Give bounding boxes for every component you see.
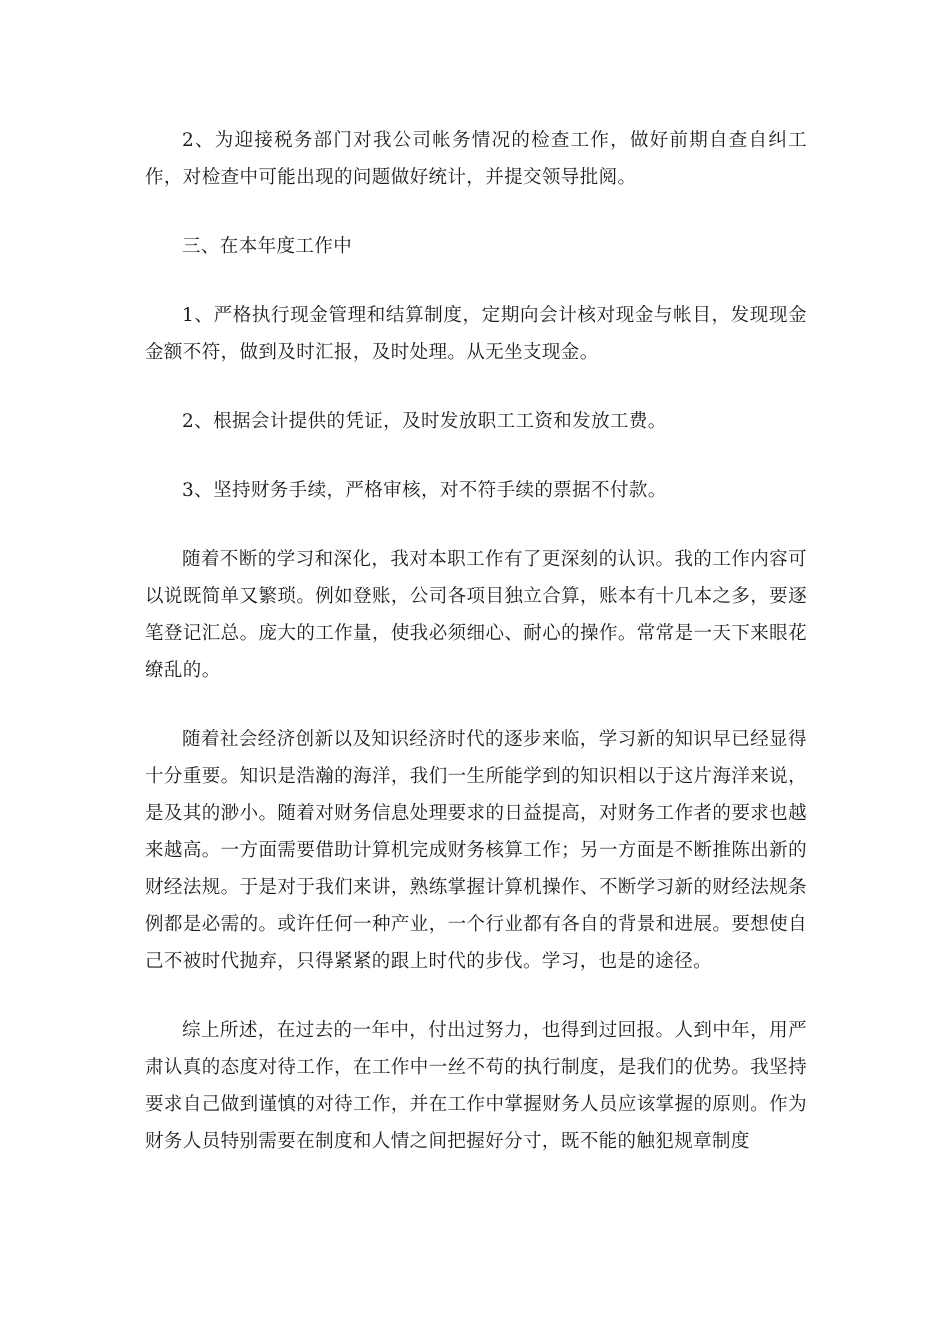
paragraph-tax-inspection: 2、为迎接税务部门对我公司帐务情况的检查工作，做好前期自查自纠工作，对检查中可能出现的问题做好统计，并提交领导批阅。 [145, 130, 807, 188]
paragraph-payroll: 2、根据会计提供的凭证，及时发放职工工资和发放工费。 [182, 411, 667, 432]
section-heading-this-year: 三、在本年度工作中 [182, 236, 353, 257]
paragraph-learning: 随着社会经济创新以及知识经济时代的逐步来临，学习新的知识早已经显得十分重要。知识是浩瀚的海洋，我们一生所能学到的知识相以于这片海洋来说，是及其的渺小。随着对财务信息处理要求的日益提高，对财务工作者的要求也越来越高。一方面需要借助计算机完成财务核算工作；另一方面是不断推陈出新的财经法规。于是对于我们来讲，熟练掌握计算机操作、不断学习新的财经法规条例都是必需的。或许任何一种产业，一个行业都有各自的背景和进展。要想使自己不被时代抛弃，只得紧紧的跟上时代的步伐。学习，也是的途径。 [145, 729, 807, 972]
paragraph-work-understanding: 随着不断的学习和深化，我对本职工作有了更深刻的认识。我的工作内容可以说既简单又繁琐。例如登账，公司各项目独立合算，账本有十几本之多，要逐笔登记汇总。庞大的工作量，使我必须细心、耐心的操作。常常是一天下来眼花缭乱的。 [145, 549, 807, 681]
paragraph-summary: 综上所述，在过去的一年中，付出过努力，也得到过回报。人到中年，用严肃认真的态度对待工作，在工作中一丝不苟的执行制度，是我们的优势。我坚持要求自己做到谨慎的对待工作，并在工作中掌握财务人员应该掌握的原则。作为财务人员特别需要在制度和人情之间把握好分寸，既不能的触犯规章制度 [145, 1020, 807, 1152]
paragraph-cash-management: 1、严格执行现金管理和结算制度，定期向会计核对现金与帐目，发现现金金额不符，做到及时汇报，及时处理。从无坐支现金。 [145, 305, 807, 363]
document-body [145, 122, 807, 1160]
paragraph-procedures: 3、坚持财务手续，严格审核，对不符手续的票据不付款。 [182, 480, 667, 501]
